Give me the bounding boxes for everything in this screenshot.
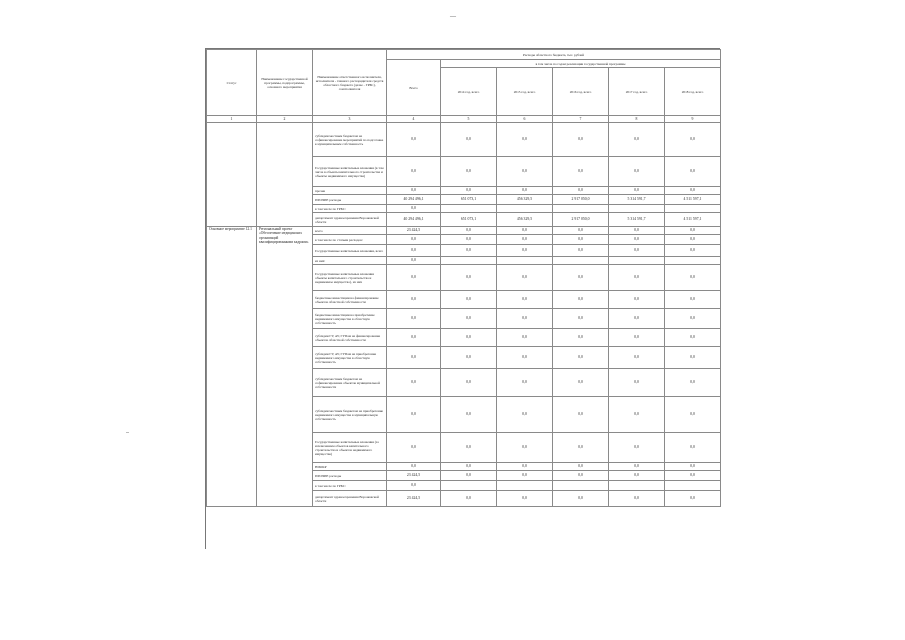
header-program: Наименование государственной программы, подпрограммы, основного мероприятия bbox=[257, 50, 313, 116]
row-label: в том числе по ГРБС: bbox=[313, 481, 387, 491]
page-mark: — bbox=[450, 14, 456, 20]
document-sheet bbox=[205, 48, 720, 549]
value-cell: 0,0 bbox=[665, 471, 721, 481]
value-cell bbox=[497, 481, 553, 491]
value-cell: 0,0 bbox=[497, 227, 553, 235]
row-label: Государственные капитальные вложения объекты капитального строительства и недвижимое имущество), из них bbox=[313, 265, 387, 291]
value-cell bbox=[497, 257, 553, 265]
column-number: 5 bbox=[441, 116, 497, 123]
value-cell: 0,0 bbox=[497, 157, 553, 187]
row-label: ПРОЧИЕ расходы bbox=[313, 195, 387, 205]
value-cell: 0,0 bbox=[497, 397, 553, 433]
header-by-years: в том числе по годам реализации государственной программы bbox=[441, 60, 721, 68]
value-cell bbox=[609, 205, 665, 213]
program-cell-upper bbox=[257, 123, 313, 227]
value-cell bbox=[497, 205, 553, 213]
value-cell: 0,0 bbox=[553, 123, 609, 157]
table-row bbox=[207, 227, 721, 235]
value-cell: 40 294 496,1 bbox=[387, 213, 441, 227]
value-cell: 0,0 bbox=[387, 123, 441, 157]
value-cell: 0,0 bbox=[497, 291, 553, 309]
value-cell: 5 314 591,7 bbox=[609, 195, 665, 205]
value-cell: 0,0 bbox=[665, 433, 721, 463]
value-cell: 0,0 bbox=[441, 187, 497, 195]
value-cell: 0,0 bbox=[553, 369, 609, 397]
value-cell: 0,0 bbox=[553, 187, 609, 195]
value-cell: 0,0 bbox=[441, 235, 497, 245]
value-cell: 0,0 bbox=[441, 347, 497, 369]
column-number: 9 bbox=[665, 116, 721, 123]
column-number: 4 bbox=[387, 116, 441, 123]
value-cell: 0,0 bbox=[609, 347, 665, 369]
value-cell: 0,0 bbox=[387, 397, 441, 433]
value-cell: 4 511 597,1 bbox=[665, 195, 721, 205]
row-label: бюджетные инвестиции на финансирование объектов областной собственности bbox=[313, 291, 387, 309]
column-number: 3 bbox=[313, 116, 387, 123]
value-cell: 0,0 bbox=[497, 235, 553, 245]
column-numbers-row bbox=[207, 116, 721, 123]
value-cell: 0,0 bbox=[387, 347, 441, 369]
row-label: в том числе по ГРБС: bbox=[313, 205, 387, 213]
value-cell bbox=[553, 481, 609, 491]
value-cell: 0,0 bbox=[441, 309, 497, 329]
value-cell: 0,0 bbox=[441, 157, 497, 187]
value-cell: 0,0 bbox=[441, 245, 497, 257]
value-cell: 2 917 050,0 bbox=[553, 213, 609, 227]
value-cell: 0,0 bbox=[665, 369, 721, 397]
value-cell: 0,0 bbox=[609, 245, 665, 257]
value-cell: 0,0 bbox=[665, 463, 721, 471]
status-cell: Основное мероприятие 12.1 bbox=[207, 227, 257, 507]
value-cell: 0,0 bbox=[665, 347, 721, 369]
value-cell: 0,0 bbox=[387, 291, 441, 309]
value-cell: 0,0 bbox=[497, 369, 553, 397]
value-cell: 0,0 bbox=[387, 205, 441, 213]
value-cell: 0,0 bbox=[387, 369, 441, 397]
row-label: субсидии местным бюджетам на софинансирование мероприятий по подготовке к муниципальным собственность bbox=[313, 123, 387, 157]
row-label: субсидии местным бюджетам на приобретение недвижимого имущества в муниципальную собственность bbox=[313, 397, 387, 433]
value-cell: 0,0 bbox=[387, 187, 441, 195]
value-cell: 2 917 050,0 bbox=[553, 195, 609, 205]
value-cell: 0,0 bbox=[387, 309, 441, 329]
value-cell: 0,0 bbox=[665, 235, 721, 245]
value-cell: 0,0 bbox=[441, 463, 497, 471]
value-cell bbox=[441, 205, 497, 213]
value-cell: 0,0 bbox=[553, 309, 609, 329]
column-number: 1 bbox=[207, 116, 257, 123]
value-cell: 0,0 bbox=[441, 227, 497, 235]
header-year: 2018 год, всего bbox=[665, 68, 721, 116]
value-cell bbox=[665, 205, 721, 213]
value-cell: 0,0 bbox=[387, 257, 441, 265]
value-cell: 0,0 bbox=[609, 235, 665, 245]
value-cell: 0,0 bbox=[497, 245, 553, 257]
value-cell: 0,0 bbox=[441, 265, 497, 291]
value-cell: 0,0 bbox=[441, 291, 497, 309]
value-cell: 0,0 bbox=[387, 433, 441, 463]
value-cell: 0,0 bbox=[665, 291, 721, 309]
value-cell: 0,0 bbox=[441, 397, 497, 433]
value-cell: 0,0 bbox=[609, 369, 665, 397]
value-cell: 0,0 bbox=[665, 491, 721, 507]
value-cell: 0,0 bbox=[609, 123, 665, 157]
value-cell: 0,0 bbox=[553, 347, 609, 369]
value-cell bbox=[665, 481, 721, 491]
table-row bbox=[207, 123, 721, 157]
value-cell: 0,0 bbox=[497, 433, 553, 463]
value-cell: 0,0 bbox=[387, 245, 441, 257]
row-label: субсидии ГУ, АУ, ГУПам на финансирование объектов областной собственности bbox=[313, 329, 387, 347]
row-label: департамент здравоохранения Воронежской области bbox=[313, 213, 387, 227]
value-cell: 0,0 bbox=[553, 157, 609, 187]
value-cell: 0,0 bbox=[609, 291, 665, 309]
row-label: бюджетные инвестиции на приобретение недвижимого имущества в областную собственность bbox=[313, 309, 387, 329]
value-cell: 0,0 bbox=[553, 397, 609, 433]
value-cell: 0,0 bbox=[553, 329, 609, 347]
row-label: прочие bbox=[313, 187, 387, 195]
value-cell: 0,0 bbox=[553, 265, 609, 291]
row-label: всего bbox=[313, 227, 387, 235]
value-cell: 0,0 bbox=[387, 265, 441, 291]
value-cell bbox=[553, 257, 609, 265]
status-cell-upper bbox=[207, 123, 257, 227]
row-label: Государственные капитальные вложения (за исключением объектов капитального строительства и объектов недвижимого имущества) bbox=[313, 433, 387, 463]
value-cell: 0,0 bbox=[665, 329, 721, 347]
value-cell bbox=[553, 205, 609, 213]
value-cell: 4 511 597,1 bbox=[665, 213, 721, 227]
value-cell: 0,0 bbox=[497, 329, 553, 347]
value-cell bbox=[609, 257, 665, 265]
value-cell bbox=[441, 257, 497, 265]
header-expenses-group: Расходы областного бюджета, тыс. рублей bbox=[387, 50, 721, 60]
row-label: Государственные капитальные вложения (в том числе в объекты капитального строительства и объекты недвижимого имущества) bbox=[313, 157, 387, 187]
value-cell: 651 073,1 bbox=[441, 195, 497, 205]
value-cell: 0,0 bbox=[553, 491, 609, 507]
value-cell: 0,0 bbox=[441, 433, 497, 463]
value-cell: 0,0 bbox=[609, 309, 665, 329]
value-cell: 0,0 bbox=[553, 291, 609, 309]
row-label: субсидии местным бюджетам на софинансирование объектов муниципальной собственности bbox=[313, 369, 387, 397]
value-cell: 0,0 bbox=[387, 463, 441, 471]
value-cell: 0,0 bbox=[497, 309, 553, 329]
column-number: 6 bbox=[497, 116, 553, 123]
value-cell: 0,0 bbox=[665, 187, 721, 195]
value-cell: 0,0 bbox=[441, 491, 497, 507]
value-cell: 0,0 bbox=[609, 227, 665, 235]
row-label: в том числе по статьям расходов: bbox=[313, 235, 387, 245]
value-cell: 0,0 bbox=[609, 433, 665, 463]
value-cell: 0,0 bbox=[665, 309, 721, 329]
value-cell: 0,0 bbox=[553, 227, 609, 235]
value-cell: 0,0 bbox=[665, 227, 721, 235]
header-status: Статус bbox=[207, 50, 257, 116]
value-cell: 0,0 bbox=[497, 265, 553, 291]
value-cell: 0,0 bbox=[609, 187, 665, 195]
value-cell: 23 424,5 bbox=[387, 471, 441, 481]
value-cell: 0,0 bbox=[609, 397, 665, 433]
value-cell: 0,0 bbox=[609, 157, 665, 187]
value-cell: 0,0 bbox=[497, 491, 553, 507]
value-cell: 0,0 bbox=[665, 123, 721, 157]
column-number: 2 bbox=[257, 116, 313, 123]
table-body bbox=[207, 123, 721, 507]
row-label: из них: bbox=[313, 257, 387, 265]
column-number: 8 bbox=[609, 116, 665, 123]
value-cell: 0,0 bbox=[441, 123, 497, 157]
header-year: 2017 год, всего bbox=[609, 68, 665, 116]
row-label: Государственные капитальные вложения, всего bbox=[313, 245, 387, 257]
value-cell: 0,0 bbox=[441, 471, 497, 481]
value-cell: 0,0 bbox=[553, 463, 609, 471]
value-cell: 0,0 bbox=[553, 245, 609, 257]
header-row-1 bbox=[207, 50, 721, 60]
row-label: НИОКР bbox=[313, 463, 387, 471]
value-cell: 0,0 bbox=[665, 397, 721, 433]
value-cell bbox=[665, 257, 721, 265]
value-cell: 0,0 bbox=[665, 157, 721, 187]
column-number: 7 bbox=[553, 116, 609, 123]
value-cell: 0,0 bbox=[553, 433, 609, 463]
value-cell: 651 073,1 bbox=[441, 213, 497, 227]
value-cell: 0,0 bbox=[497, 347, 553, 369]
value-cell: 0,0 bbox=[387, 235, 441, 245]
scan-artifact bbox=[126, 432, 129, 433]
program-cell: Региональный проект «Обеспечение медицинских организаций квалифицированными кадрами» bbox=[257, 227, 313, 507]
value-cell: 0,0 bbox=[387, 157, 441, 187]
header-year: 2015 год, всего bbox=[497, 68, 553, 116]
value-cell: 23 424,5 bbox=[387, 227, 441, 235]
value-cell: 0,0 bbox=[553, 235, 609, 245]
value-cell: 456 329,5 bbox=[497, 213, 553, 227]
value-cell: 0,0 bbox=[387, 481, 441, 491]
value-cell: 0,0 bbox=[609, 491, 665, 507]
value-cell: 0,0 bbox=[497, 187, 553, 195]
value-cell: 0,0 bbox=[609, 463, 665, 471]
value-cell bbox=[609, 481, 665, 491]
value-cell: 40 294 496,1 bbox=[387, 195, 441, 205]
row-label: ПРОЧИЕ расходы bbox=[313, 471, 387, 481]
expenses-table bbox=[206, 49, 721, 507]
value-cell: 0,0 bbox=[441, 329, 497, 347]
value-cell: 0,0 bbox=[441, 369, 497, 397]
value-cell: 0,0 bbox=[665, 245, 721, 257]
value-cell bbox=[441, 481, 497, 491]
value-cell: 0,0 bbox=[609, 471, 665, 481]
value-cell: 0,0 bbox=[553, 471, 609, 481]
value-cell: 0,0 bbox=[497, 123, 553, 157]
row-label: департамент здравоохранения Воронежской области bbox=[313, 491, 387, 507]
value-cell: 23 424,5 bbox=[387, 491, 441, 507]
header-total: Всего bbox=[387, 60, 441, 116]
value-cell: 5 314 591,7 bbox=[609, 213, 665, 227]
value-cell: 0,0 bbox=[497, 471, 553, 481]
value-cell: 0,0 bbox=[609, 265, 665, 291]
header-executor: Наименование ответственного исполнителя, исполнителя - главного распорядителя средств областного бюджета (далее - ГРБС), соисполнителя bbox=[313, 50, 387, 116]
value-cell: 0,0 bbox=[387, 329, 441, 347]
value-cell: 0,0 bbox=[665, 265, 721, 291]
row-label: субсидии ГУ, АУ, ГУПам на приобретение недвижимого имущества в областную собственность bbox=[313, 347, 387, 369]
value-cell: 0,0 bbox=[609, 329, 665, 347]
value-cell: 456 329,5 bbox=[497, 195, 553, 205]
value-cell: 0,0 bbox=[497, 463, 553, 471]
header-year: 2014 год, всего bbox=[441, 68, 497, 116]
header-year: 2016 год, всего bbox=[553, 68, 609, 116]
